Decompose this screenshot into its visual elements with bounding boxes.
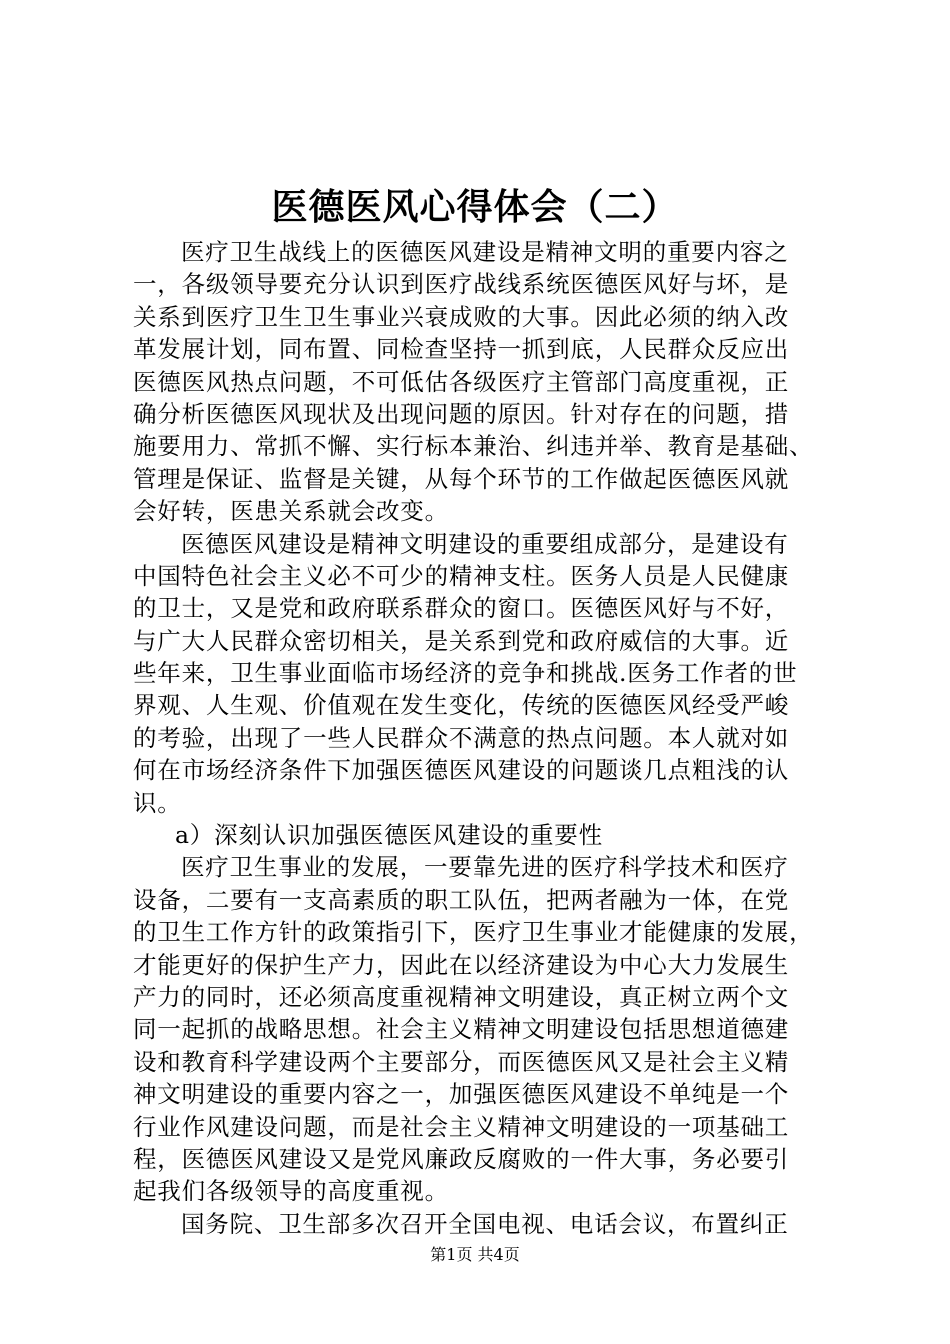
paragraph-line: 的卫士，又是党和政府联系群众的窗口。医德医风好与不好， [133, 594, 790, 623]
paragraph-line: 的卫生工作方针的政策指引下，医疗卫生事业才能健康的发展， [133, 918, 814, 947]
paragraph-line: 设备，二要有一支高素质的职工队伍，把两者融为一体，在党 [133, 885, 790, 914]
paragraph-line: 国务院、卫生部多次召开全国电视、电话会议，布置纠正 [181, 1209, 789, 1238]
paragraph-line: 的考验，出现了一些人民群众不满意的热点问题。本人就对如 [133, 723, 790, 752]
section-heading: a）深刻认识加强医德医风建设的重要性 [175, 821, 603, 850]
paragraph-line: 革发展计划，同布置、同检查坚持一抓到底，人民群众反应出 [133, 335, 790, 364]
paragraph-line: 才能更好的保护生产力，因此在以经济建设为中心大力发展生 [133, 950, 790, 979]
paragraph-line: 关系到医疗卫生卫生事业兴衰成败的大事。因此必须的纳入改 [133, 302, 790, 331]
paragraph-line: 程，医德医风建设又是党风廉政反腐败的一件大事，务必要引 [133, 1144, 790, 1173]
paragraph-line: 界观、人生观、价值观在发生变化，传统的医德医风经受严峻 [133, 691, 790, 720]
paragraph-line: 管理是保证、监督是关键，从每个环节的工作做起医德医风就 [133, 464, 790, 493]
paragraph-line: 中国特色社会主义必不可少的精神支柱。医务人员是人民健康 [133, 561, 790, 590]
document-title: 医德医风心得体会（二） [271, 186, 679, 228]
paragraph-line: 医疗卫生事业的发展，一要靠先进的医疗科学技术和医疗 [181, 853, 789, 882]
paragraph-line: 与广大人民群众密切相关，是关系到党和政府威信的大事。近 [133, 626, 790, 655]
document-body [133, 236, 853, 1240]
paragraph-line: 医德医风热点问题，不可低估各级医疗主管部门高度重视，正 [133, 367, 790, 396]
paragraph-line: 医疗卫生战线上的医德医风建设是精神文明的重要内容之 [181, 238, 789, 266]
paragraph-line: 一，各级领导要充分认识到医疗战线系统医德医风好与坏，是 [133, 270, 790, 299]
paragraph-line: 施要用力、常抓不懈、实行标本兼治、纠违并举、教育是基础、 [133, 432, 814, 461]
paragraph-line: 起我们各级领导的高度重视。 [133, 1177, 449, 1206]
paragraph-line: 会好转，医患关系就会改变。 [133, 497, 449, 526]
paragraph-line: 些年来，卫生事业面临市场经济的竞争和挑战.医务工作者的世 [133, 659, 798, 688]
paragraph-line: 医德医风建设是精神文明建设的重要组成部分，是建设有 [181, 529, 789, 558]
paragraph-line: 同一起抓的战略思想。社会主义精神文明建设包括思想道德建 [133, 1015, 790, 1044]
paragraph-line: 神文明建设的重要内容之一，加强医德医风建设不单纯是一个 [133, 1080, 790, 1109]
paragraph-line: 设和教育科学建设两个主要部分，而医德医风又是社会主义精 [133, 1047, 790, 1076]
page-number-footer: 第1页 共4页 [430, 1245, 520, 1264]
paragraph-line: 识。 [133, 788, 182, 817]
paragraph-line: 行业作风建设问题，而是社会主义精神文明建设的一项基础工 [133, 1112, 790, 1141]
paragraph-line: 何在市场经济条件下加强医德医风建设的问题谈几点粗浅的认 [133, 756, 790, 785]
paragraph-line: 产力的同时，还必须高度重视精神文明建设，真正树立两个文 [133, 982, 790, 1011]
paragraph-line: 确分析医德医风现状及出现问题的原因。针对存在的问题，措 [133, 399, 790, 428]
